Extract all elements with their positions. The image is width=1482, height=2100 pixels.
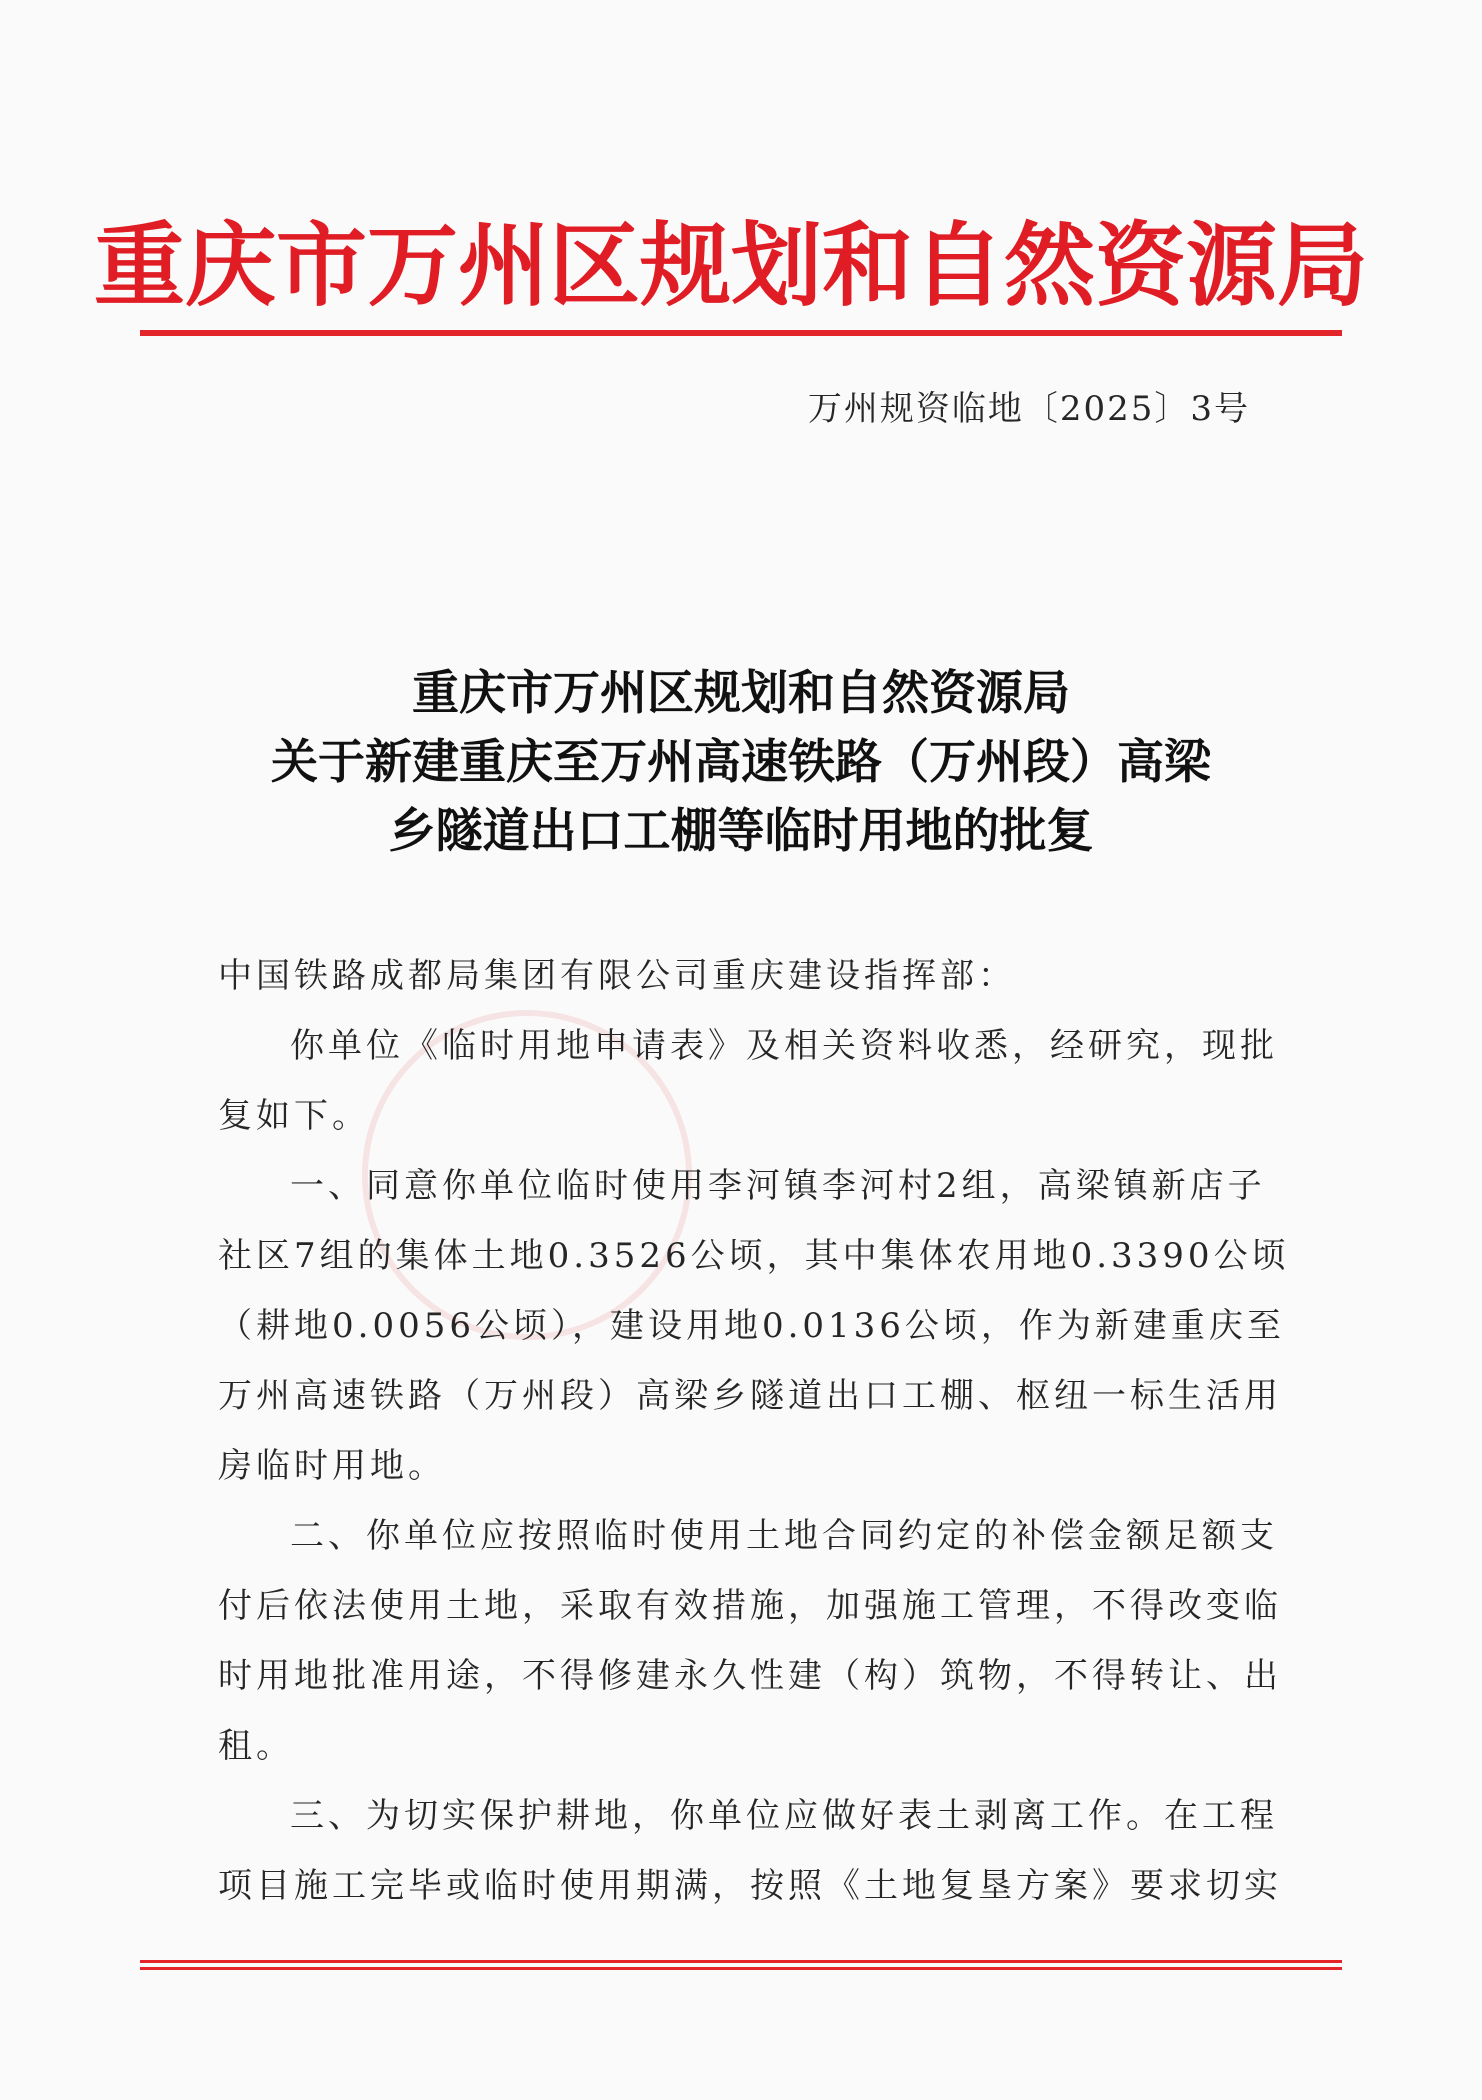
para3-line-1: 三、为切实保护耕地，你单位应做好表土剥离工作。在工程 — [290, 1796, 1278, 1836]
issuer-masthead: 重庆市万州区规划和自然资源局 — [93, 213, 1368, 319]
addressee: 中国铁路成都局集团有限公司重庆建设指挥部： — [218, 956, 1016, 996]
para1-line-3: （耕地0.0056公顷），建设用地0.0136公顷，作为新建重庆至 — [218, 1306, 1285, 1346]
title-line-3: 乡隧道出口工棚等临时用地的批复 — [388, 804, 1094, 859]
document-number: 万州规资临地〔2025〕3号 — [807, 389, 1250, 429]
para1-line-2: 社区7组的集体土地0.3526公顷，其中集体农用地0.3390公顷 — [218, 1236, 1290, 1276]
masthead-rule — [140, 330, 1342, 336]
intro-line-2: 复如下。 — [218, 1096, 370, 1136]
para3-line-2: 项目施工完毕或临时使用期满，按照《土地复垦方案》要求切实 — [218, 1866, 1282, 1906]
para2-line-1: 二、你单位应按照临时使用土地合同约定的补偿金额足额支 — [290, 1516, 1278, 1556]
para1-line-1: 一、同意你单位临时使用李河镇李河村2组，高梁镇新店子 — [290, 1166, 1266, 1206]
para2-line-4: 租。 — [218, 1726, 294, 1766]
intro-line-1: 你单位《临时用地申请表》及相关资料收悉，经研究，现批 — [290, 1026, 1278, 1066]
title-line-1: 重庆市万州区规划和自然资源局 — [412, 666, 1070, 721]
para2-line-3: 时用地批准用途，不得修建永久性建（构）筑物，不得转让、出 — [218, 1656, 1282, 1696]
title-line-2: 关于新建重庆至万州高速铁路（万州段）高梁 — [271, 735, 1211, 790]
para1-line-4: 万州高速铁路（万州段）高梁乡隧道出口工棚、枢纽一标生活用 — [218, 1376, 1282, 1416]
para2-line-2: 付后依法使用土地，采取有效措施，加强施工管理，不得改变临 — [218, 1586, 1282, 1626]
footer-rule-top — [140, 1960, 1342, 1963]
para1-line-5: 房临时用地。 — [218, 1446, 446, 1486]
footer-rule-bottom — [140, 1967, 1342, 1970]
